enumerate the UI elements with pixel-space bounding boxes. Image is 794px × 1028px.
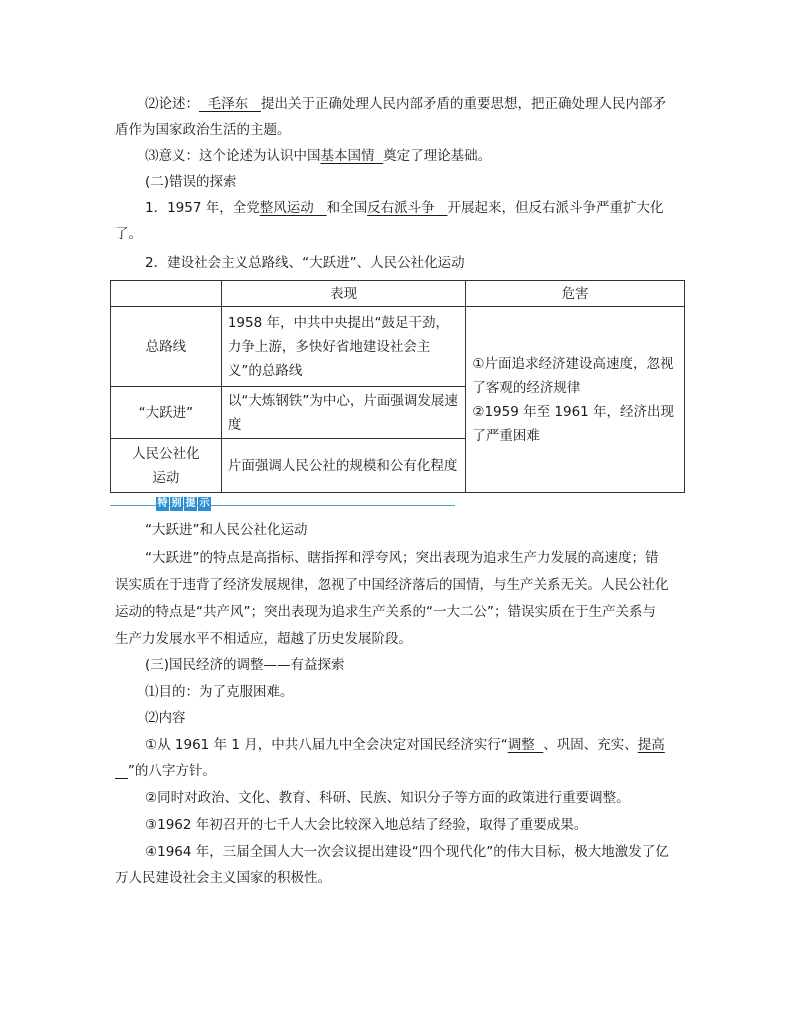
paragraph-1962: ③1962 年初召开的七千人大会比较深入地总结了经验，取得了重要成果。 [145, 817, 588, 833]
table-cell-topic: 人民公社化运动 [111, 439, 222, 493]
paragraph-1957: 1．1957 年，全党整风运动 和全国反右派斗争 开展起来，但反右派斗争严重扩大化 [145, 200, 664, 216]
paragraph-1961-cont: ”的八字方针。 [115, 758, 685, 784]
blank-answer: 整风运动 [259, 200, 314, 216]
section-heading: (二)错误的探索 [145, 174, 237, 190]
section-subheading: 2．建设社会主义总路线、“大跃进”、人民公社化运动 [145, 255, 465, 271]
paragraph-1964: ④1964 年，三届全国人大一次会议提出建设“四个现代化”的伟大目标，极大地激发了亿 [145, 844, 669, 860]
tip-title: “大跃进”和人民公社化运动 [145, 522, 308, 538]
blank-answer: 反右派斗争 [367, 200, 435, 216]
paragraph-adjustment: ②同时对政治、文化、教育、科研、民族、知识分子等方面的政策进行重要调整。 [145, 790, 630, 806]
blank-answer: 毛泽东 [207, 96, 249, 112]
tip-text: 生产力发展水平不相适应，超越了历史发展阶段。 [115, 631, 412, 647]
tip-label: 特 别 提 示 [157, 498, 210, 509]
paragraph-1961: ①从 1961 年 1 月，中共八届九中全会决定对国民经济实行“调整 、巩固、充实、提高 [145, 737, 665, 753]
blank-answer: 调整 [507, 737, 535, 753]
comparison-table [110, 280, 685, 493]
table-header-empty [111, 281, 222, 307]
paragraph-purpose: ⑴目的：为了克服困难。 [145, 684, 294, 700]
table-row [111, 307, 685, 387]
section-heading: (三)国民经济的调整——有益探索 [145, 657, 345, 673]
table-cell-desc: 片面强调人民公社的规模和公有化程度 [221, 439, 466, 493]
table-cell-desc: 以“大炼钢铁”为中心，片面强调发展速度 [221, 387, 466, 439]
table-header-cell: 表现 [221, 281, 466, 307]
tip-text: “大跃进”的特点是高指标、瞎指挥和浮夸风；突出表现为追求生产力发展的高速度；错 [145, 550, 659, 566]
table-cell-harm: ①片面追求经济建设高速度，忽视了客观的经济规律 ②1959 年至 1961 年，经济出现了严重困难 [466, 307, 685, 493]
paragraph-1957-cont: 了。 [115, 226, 142, 242]
paragraph-1964-cont: 万人民建设社会主义国家的积极性。 [115, 870, 331, 886]
table-header-cell: 危害 [466, 281, 685, 307]
blank-answer-tail [115, 763, 128, 779]
paragraph-content-heading: ⑵内容 [145, 710, 186, 726]
table-cell-topic: “大跃进” [111, 387, 222, 439]
tip-text: 运动的特点是“共产风”；突出表现为追求生产关系的“一大二公”；错误实质在于生产关系与 [115, 604, 656, 620]
paragraph-discourse: ⑵论述： 毛泽东 提出关于正确处理人民内部矛盾的重要思想，把正确处理人民内部矛 [145, 96, 666, 112]
table-cell-topic: 总路线 [111, 307, 222, 387]
table-cell-desc: 1958 年，中共中央提出“鼓足干劲，力争上游，多快好省地建设社会主义”的总路线 [221, 307, 466, 387]
paragraph-significance: ⑶意义：这个论述为认识中国基本国情 奠定了理论基础。 [145, 148, 492, 164]
blank-answer: 基本国情 [320, 148, 375, 164]
paragraph-discourse-cont: 盾作为国家政治生活的主题。 [115, 122, 291, 138]
table-header-row [111, 281, 685, 307]
blank-answer: 提高 [637, 737, 665, 753]
special-tip-banner [110, 496, 455, 514]
tip-text: 误实质在于违背了经济发展规律，忽视了中国经济落后的国情，与生产关系无关。人民公社化 [115, 577, 669, 593]
